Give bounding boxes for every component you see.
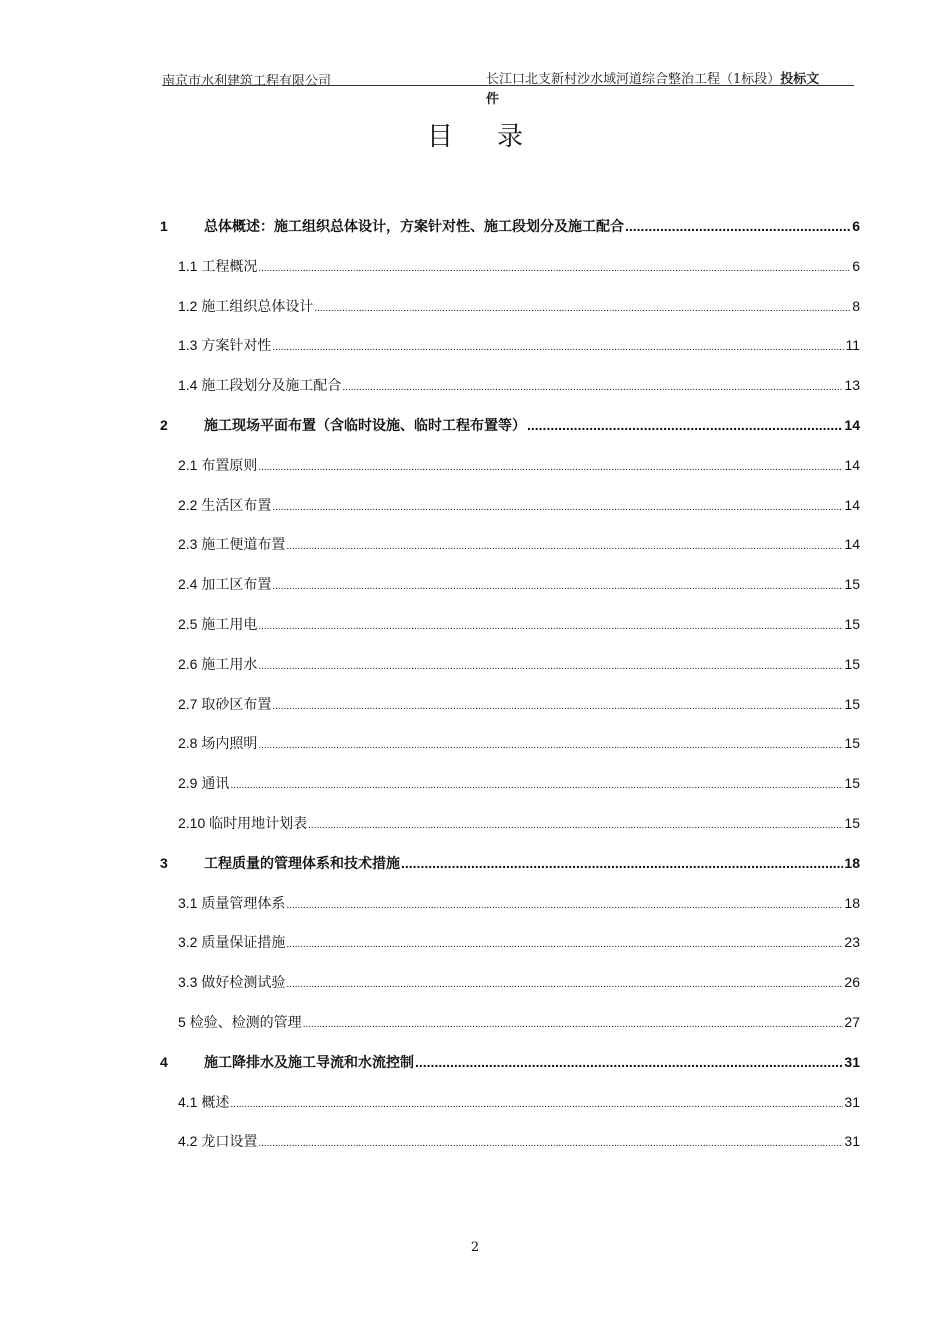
toc-dot-leader xyxy=(258,616,843,632)
toc-page-number: 18 xyxy=(844,894,860,911)
header-doc-type-part1: 投标文 xyxy=(780,72,820,87)
toc-entry-title: 2.9 通讯 xyxy=(178,775,230,792)
toc-dot-leader xyxy=(308,815,843,831)
toc-entry-title: 2.8 场内照明 xyxy=(178,735,258,752)
toc-entry-title: 2.3 施工便道布置 xyxy=(178,536,286,553)
toc-chapter-number: 2 xyxy=(160,417,168,433)
toc-dot-leader xyxy=(272,576,843,592)
toc-chapter-number: 4 xyxy=(160,1053,168,1070)
toc-entry-title: 2.7 取砂区布置 xyxy=(178,695,272,712)
toc-section-entry[interactable] xyxy=(178,773,860,793)
toc-page-number: 15 xyxy=(844,576,860,593)
title-char-2: 录 xyxy=(497,122,524,152)
toc-entry-title: 施工现场平面布置（含临时设施、临时工程布置等） xyxy=(204,417,526,433)
toc-chapter-entry[interactable] xyxy=(160,853,860,873)
title-char-1: 目 xyxy=(426,122,453,152)
toc-section-entry[interactable] xyxy=(178,893,860,913)
toc-dot-leader xyxy=(272,337,844,353)
page-title xyxy=(0,116,950,153)
toc-entry-title: 1.2 施工组织总体设计 xyxy=(178,297,314,314)
toc-dot-leader xyxy=(230,775,843,791)
toc-section-entry[interactable] xyxy=(178,574,860,594)
toc-dot-leader xyxy=(314,298,851,314)
toc-entry-title: 1.1 工程概况 xyxy=(178,257,258,274)
header-project-name: 长江口北支新村沙水域河道综合整治工程（1标段） xyxy=(486,72,781,87)
toc-section-entry[interactable] xyxy=(178,495,860,515)
toc-dot-leader xyxy=(258,656,843,672)
toc-page-number: 14 xyxy=(844,456,860,473)
toc-dot-leader xyxy=(258,735,843,751)
toc-page-number: 26 xyxy=(844,974,860,991)
toc-dot-leader xyxy=(258,1133,843,1149)
toc-dot-leader xyxy=(258,258,851,274)
toc-entry-title: 1.3 方案针对性 xyxy=(178,337,272,354)
toc-page-number: 15 xyxy=(844,735,860,752)
toc-entry-title: 2.5 施工用电 xyxy=(178,616,258,632)
toc-page-number: 8 xyxy=(852,297,860,314)
toc-dot-leader xyxy=(286,934,843,950)
header-project-title xyxy=(486,70,856,110)
toc-page-number: 31 xyxy=(844,1093,860,1110)
toc-entry-title: 2.6 施工用水 xyxy=(178,655,258,672)
toc-entry-title: 施工降排水及施工导流和水流控制 xyxy=(204,1053,414,1070)
toc-section-entry[interactable] xyxy=(178,813,860,833)
toc-dot-leader xyxy=(272,497,843,513)
toc-entry-title: 3.1 质量管理体系 xyxy=(178,894,286,911)
toc-chapter-number: 3 xyxy=(160,854,168,871)
toc-entry-title: 3.3 做好检测试验 xyxy=(178,974,286,991)
toc-entry-title: 工程质量的管理体系和技术措施 xyxy=(204,854,400,871)
toc-page-number: 18 xyxy=(844,854,860,871)
toc-entry-title: 5 检验、检测的管理 xyxy=(178,1014,302,1030)
toc-entry-title: 1.4 施工段划分及施工配合 xyxy=(178,377,342,394)
toc-page-number: 14 xyxy=(844,496,860,513)
toc-page-number: 15 xyxy=(844,655,860,672)
toc-section-entry[interactable] xyxy=(178,1012,860,1032)
toc-dot-leader xyxy=(286,536,843,552)
toc-entry-title: 2.10 临时用地计划表 xyxy=(178,815,308,831)
toc-entry-title: 2.2 生活区布置 xyxy=(178,496,272,513)
toc-entry-title: 2.1 布置原则 xyxy=(178,456,258,473)
toc-section-entry[interactable] xyxy=(178,1131,860,1151)
toc-section-entry[interactable] xyxy=(178,932,860,952)
toc-dot-leader xyxy=(230,1094,843,1110)
toc-section-entry[interactable] xyxy=(178,375,860,395)
toc-section-entry[interactable] xyxy=(178,455,860,475)
toc-section-entry[interactable] xyxy=(178,335,860,355)
toc-page-number: 15 xyxy=(844,815,860,831)
toc-section-entry[interactable] xyxy=(178,654,860,674)
toc-dot-leader xyxy=(401,855,843,871)
toc-chapter-entry[interactable] xyxy=(160,415,860,435)
toc-entry-title: 4.2 龙口设置 xyxy=(178,1133,258,1150)
toc-page-number: 6 xyxy=(852,218,860,234)
toc-page-number: 31 xyxy=(844,1053,860,1070)
toc-dot-leader xyxy=(415,1054,843,1070)
toc-page-number: 15 xyxy=(844,616,860,632)
toc-dot-leader xyxy=(303,1014,844,1030)
toc-entry-title: 2.4 加工区布置 xyxy=(178,576,272,593)
header-rule xyxy=(162,85,854,86)
toc-dot-leader xyxy=(625,218,851,234)
toc-page-number: 23 xyxy=(844,934,860,951)
toc-dot-leader xyxy=(342,377,843,393)
toc-section-entry[interactable] xyxy=(178,972,860,992)
toc-page-number: 27 xyxy=(844,1014,860,1030)
toc-section-entry[interactable] xyxy=(178,256,860,276)
toc-page-number: 6 xyxy=(852,257,860,274)
toc-section-entry[interactable] xyxy=(178,694,860,714)
header-doc-type-part2: 件 xyxy=(486,92,500,107)
toc-section-entry[interactable] xyxy=(178,296,860,316)
toc-page-number: 14 xyxy=(844,536,860,553)
toc-entry-title: 4.1 概述 xyxy=(178,1093,230,1110)
toc-dot-leader xyxy=(258,457,843,473)
toc-dot-leader xyxy=(527,417,843,433)
toc-entry-title: 总体概述：施工组织总体设计，方案针对性、施工段划分及施工配合 xyxy=(204,218,624,234)
toc-dot-leader xyxy=(286,974,843,990)
toc-dot-leader xyxy=(286,895,843,911)
toc-entry-title: 3.2 质量保证措施 xyxy=(178,934,286,951)
toc-page-number: 15 xyxy=(844,695,860,712)
page-number: 2 xyxy=(470,1240,480,1255)
toc-page-number: 15 xyxy=(844,775,860,792)
toc-page-number: 31 xyxy=(844,1133,860,1150)
toc-chapter-entry[interactable] xyxy=(160,1052,860,1072)
toc-chapter-number: 1 xyxy=(160,218,168,234)
toc-section-entry[interactable] xyxy=(178,733,860,753)
toc-page-number: 11 xyxy=(845,337,860,354)
header-company: 南京市水利建筑工程有限公司 xyxy=(162,74,332,89)
toc-section-entry[interactable] xyxy=(178,534,860,554)
toc-chapter-entry[interactable] xyxy=(160,216,860,236)
toc-section-entry[interactable] xyxy=(178,614,860,634)
toc-page-number: 13 xyxy=(844,377,860,394)
toc-dot-leader xyxy=(272,696,843,712)
toc-page-number: 14 xyxy=(844,417,860,433)
toc-section-entry[interactable] xyxy=(178,1092,860,1112)
